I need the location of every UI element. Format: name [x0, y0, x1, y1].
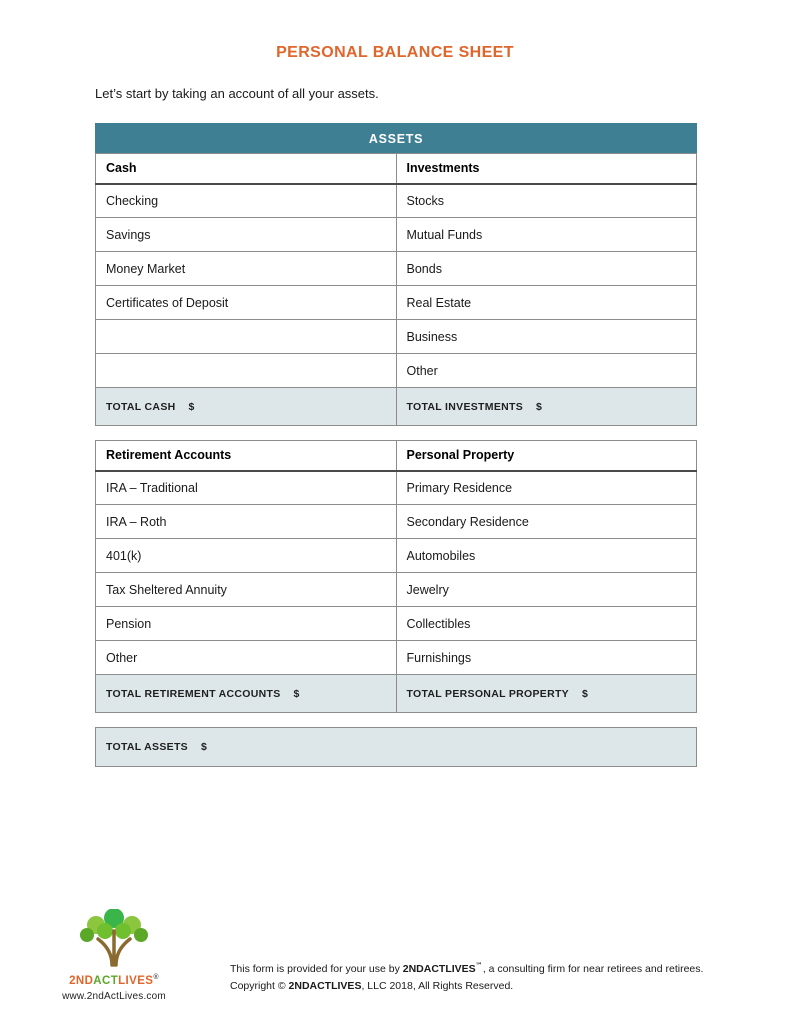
asset-item-cell-empty	[96, 354, 397, 388]
table-row	[96, 218, 697, 252]
table-row	[96, 471, 697, 505]
footer-line2-prefix: Copyright ©	[230, 979, 289, 992]
asset-item-cell: Other	[96, 641, 397, 675]
total-investments-label: TOTAL INVESTMENTS	[406, 400, 524, 413]
asset-item-cell: Business	[396, 320, 697, 354]
logo-tree-icon	[72, 954, 156, 971]
asset-item-cell: Savings	[96, 218, 397, 252]
intro-text: Let’s start by taking an account of all your assets.	[95, 86, 379, 101]
assets-banner-row	[96, 124, 697, 154]
currency-symbol: $	[200, 741, 208, 753]
assets-banner: ASSETS	[96, 124, 697, 154]
total-cash-cell	[96, 388, 397, 426]
total-assets-label: TOTAL ASSETS	[106, 741, 188, 753]
service-mark: ℠	[475, 962, 483, 970]
asset-item-cell: IRA – Traditional	[96, 471, 397, 505]
total-investments-cell	[396, 388, 697, 426]
asset-item-cell: Other	[396, 354, 697, 388]
logo-part-2nd: 2ND	[69, 975, 94, 987]
asset-item-cell: Furnishings	[396, 641, 697, 675]
footer-line1-prefix: This form is provided for your use by	[230, 963, 403, 976]
table-row	[96, 286, 697, 320]
asset-item-cell: Primary Residence	[396, 471, 697, 505]
currency-symbol: $	[293, 687, 300, 700]
table-row	[96, 641, 697, 675]
content-area	[95, 123, 697, 767]
column-header-row	[96, 441, 697, 471]
asset-item-cell: Money Market	[96, 252, 397, 286]
total-row	[96, 675, 697, 713]
column-header-row	[96, 154, 697, 184]
logo-part-act: ACT	[93, 975, 119, 987]
table-row	[96, 607, 697, 641]
currency-symbol: $	[536, 400, 543, 413]
table-row	[96, 539, 697, 573]
table-row	[96, 354, 697, 388]
brand-name: 2NDACTLIVES	[402, 963, 476, 976]
table-row	[96, 252, 697, 286]
asset-item-cell: Certificates of Deposit	[96, 286, 397, 320]
footer-line1	[230, 961, 703, 977]
column-header-investments: Investments	[396, 154, 697, 184]
asset-item-cell: Automobiles	[396, 539, 697, 573]
website-url: www.2ndActLives.com	[62, 991, 166, 1002]
total-retirement-label: TOTAL RETIREMENT ACCOUNTS	[106, 687, 281, 700]
assets-table-cash-investments	[95, 123, 697, 426]
column-header-retirement: Retirement Accounts	[96, 441, 397, 471]
company-logo	[34, 909, 194, 1002]
asset-item-cell: Jewelry	[396, 573, 697, 607]
asset-item-cell: Real Estate	[396, 286, 697, 320]
asset-item-cell: Mutual Funds	[396, 218, 697, 252]
footer-disclaimer	[230, 961, 703, 994]
table-row	[96, 320, 697, 354]
currency-symbol: $	[581, 687, 589, 700]
footer-line1-suffix: , a consulting firm for near retirees and retirees.	[482, 963, 704, 976]
asset-item-cell: IRA – Roth	[96, 505, 397, 539]
asset-item-cell: Tax Sheltered Annuity	[96, 573, 397, 607]
assets-table-retirement-property	[95, 440, 697, 713]
table-row	[96, 505, 697, 539]
table-row	[96, 184, 697, 218]
currency-symbol: $	[188, 400, 195, 413]
page-title: PERSONAL BALANCE SHEET	[276, 44, 514, 61]
logo-part-lives: LIVES	[118, 975, 154, 987]
total-cash-label: TOTAL CASH	[106, 400, 176, 413]
asset-item-cell: Checking	[96, 184, 397, 218]
registered-mark: ®	[153, 974, 159, 982]
asset-item-cell: 401(k)	[96, 539, 397, 573]
asset-item-cell: Bonds	[396, 252, 697, 286]
total-personal-property-label: TOTAL PERSONAL PROPERTY	[406, 687, 569, 700]
asset-item-cell: Secondary Residence	[396, 505, 697, 539]
footer-line2-suffix: , LLC 2018, All Rights Reserved.	[361, 979, 514, 992]
column-header-cash: Cash	[96, 154, 397, 184]
total-retirement-cell	[96, 675, 397, 713]
asset-item-cell: Stocks	[396, 184, 697, 218]
asset-item-cell-empty	[96, 320, 397, 354]
logo-wordmark	[34, 974, 194, 987]
total-assets-bar	[95, 727, 697, 767]
footer-line2	[230, 978, 703, 994]
table-row	[96, 573, 697, 607]
column-header-personal-property: Personal Property	[396, 441, 697, 471]
asset-item-cell: Pension	[96, 607, 397, 641]
total-row	[96, 388, 697, 426]
asset-item-cell: Collectibles	[396, 607, 697, 641]
total-personal-property-cell	[396, 675, 697, 713]
brand-name: 2NDACTLIVES	[288, 979, 362, 992]
